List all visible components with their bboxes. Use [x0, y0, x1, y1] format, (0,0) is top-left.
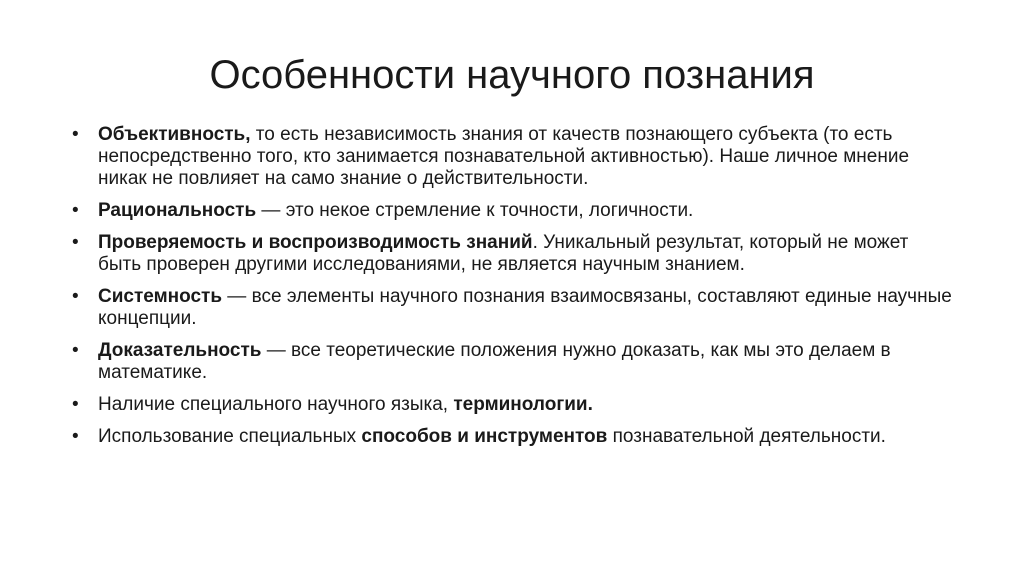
bullet-description: — все теоретические положения нужно доказать, как мы это делаем в математике.	[98, 340, 891, 383]
bullet-dot: •	[72, 200, 79, 221]
bullet-dot: •	[72, 394, 79, 415]
bullet-item-rationality	[72, 200, 952, 222]
bullet-description: — это некое стремление к точности, логичности.	[256, 200, 694, 221]
bullet-term: Системность	[98, 286, 223, 307]
bullet-item-objectivity	[72, 124, 952, 190]
bullet-description: Наличие специального научного языка,	[98, 394, 454, 415]
bullet-text	[98, 340, 952, 384]
bullet-dot: •	[72, 232, 79, 253]
bullet-text	[98, 426, 952, 448]
bullet-dot: •	[72, 340, 79, 361]
bullet-item-terminology	[72, 394, 952, 416]
bullet-term: Доказательность	[98, 340, 262, 361]
bullet-item-provability	[72, 340, 952, 384]
bullet-description: то есть независимость знания от качеств познающего субъекта (то есть непосредственно того, кто занимается познавательной активностью). Наше личное мнение никак не повлияет на само знание о действительности.	[98, 124, 910, 189]
bullet-dot: •	[72, 286, 79, 307]
bullet-dot: •	[72, 124, 79, 145]
bullet-item-systematicity	[72, 286, 952, 330]
slide-title: Особенности научного познания	[209, 53, 815, 97]
bullet-text	[98, 232, 952, 276]
bullet-text	[98, 124, 952, 190]
bullet-description: . Уникальный результат, который не может быть проверен другими исследованиями, не является научным знанием.	[98, 232, 909, 275]
bullet-text	[98, 286, 952, 330]
bullet-text	[98, 394, 952, 416]
bullet-term: Проверяемость и воспроизводимость знаний	[98, 232, 533, 253]
bullet-term: Рациональность	[98, 200, 257, 221]
bullet-item-verifiability	[72, 232, 952, 276]
bullet-description: Использование специальных	[98, 426, 362, 447]
bullet-list	[72, 124, 952, 458]
bullet-item-methods	[72, 426, 952, 448]
bullet-dot: •	[72, 426, 79, 447]
bullet-term: терминологии.	[453, 394, 593, 415]
bullet-term: способов и инструментов	[361, 426, 608, 447]
bullet-text	[98, 200, 952, 222]
bullet-description: — все элементы научного познания взаимосвязаны, составляют единые научные концепции.	[98, 286, 952, 329]
bullet-term: Объективность,	[98, 124, 251, 145]
bullet-description: познавательной деятельности.	[607, 426, 886, 447]
